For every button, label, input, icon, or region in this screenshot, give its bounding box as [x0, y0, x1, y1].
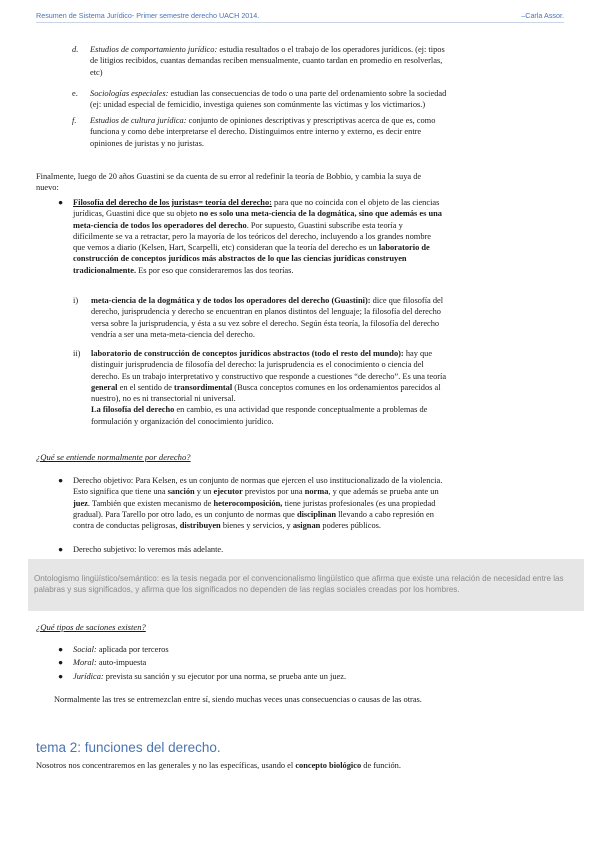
paragraph-finalmente: Finalmente, luego de 20 años Guastini se da cuenta de su error al redefinir la teoría de Bobbio, y cambia la suya de nuevo:	[36, 172, 422, 193]
paragraph-nosotros: Nosotros nos concentraremos en las generales y no las específicas, usando el concepto biológico de función.	[36, 761, 401, 770]
item-e: Sociologías especiales: estudian las consecuencias de todo o una parte del ordenamiento sobre la sociedad (ej: unidad especial de femicidio, investiga quienes son comúnmente las víctimas y los victimarios.)	[90, 89, 447, 110]
bullet-icon: ●	[58, 476, 64, 485]
bullet-icon: ●	[58, 545, 64, 554]
bullet-derecho-subjetivo: Derecho subjetivo: lo veremos más adelante.	[73, 545, 224, 554]
section-heading-tema-2: tema 2: funciones del derecho.	[36, 740, 221, 755]
item-d: Estudios de comportamiento jurídico: estudia resultados o el trabajo de los operadores jurídicos. (ej: tipos de litigios recibidos, cuantas demandas reciben mensualmente, cuanto tardan en promedio en resolverlas, etc)	[90, 45, 445, 77]
bullet-icon: ●	[58, 658, 64, 667]
item-d-title: Estudios de comportamiento jurídico:	[90, 45, 218, 54]
header-divider	[36, 22, 564, 23]
sub-item-ii: laboratorio de construcción de conceptos jurídicos abstractos (todo el resto del mundo): hay que distinguir jurisprudencia de filosofía del derecho: la jurisprudencia es el conocimiento o ciencia del derecho. Es un trabajo interpretativo y constructivo que responde a cuestiones “de derecho”. Es una teoría general en el sentido de transordimental (Busca conceptos comunes en los ordenamientos parecidos al nuestro), no es ni transectorial ni universal. La filosofía del derecho en cambio, es una actividad que responde conceptualmente a problemas de formulación y organización del conocimiento jurídico.	[91, 349, 447, 426]
definition-callout	[28, 559, 584, 611]
list-marker-e: e.	[72, 89, 78, 98]
sancion-juridica: Jurídica: prevista su sanción y su ejecutor por una norma, se prueba ante un juez.	[73, 672, 347, 681]
sancion-social: Social: aplicada por terceros	[73, 645, 169, 654]
item-f-title: Estudios de cultura jurídica:	[90, 116, 187, 125]
sancion-moral: Moral: auto-impuesta	[73, 658, 147, 667]
page-header	[36, 11, 564, 20]
question-heading-1: ¿Qué se entiende normalmente por derecho?	[36, 452, 191, 462]
bullet-icon: ●	[58, 198, 64, 207]
list-marker-f: f.	[72, 116, 77, 125]
callout-text: Ontologismo lingüístico/semántico: es la tesis negada por el convencionalismo lingüístico que afirma que existe una relación de necesidad entre las palabras y sus significados, y afirma que los significados no dependen de las reglas sociales creadas por los hombres.	[34, 574, 564, 594]
list-marker-d: d.	[72, 45, 79, 54]
question-heading-2: ¿Qué tipos de saciones existen?	[36, 622, 146, 632]
header-author: –Carla Assor.	[521, 11, 564, 20]
sub-i-title: meta-ciencia de la dogmática y de todos los operadores del derecho (Guastini):	[91, 296, 371, 305]
sub-ii-title: laboratorio de construcción de conceptos jurídicos abstractos (todo el resto del mundo):	[91, 349, 404, 358]
item-f: Estudios de cultura jurídica: conjunto de opiniones descriptivas y prescriptivas acerca de que es, como funciona y como debe interpretarse el derecho. Distinguimos entre interno y externo, es decir entre opiniones de juristas y no juristas.	[90, 116, 436, 148]
sub-item-i: meta-ciencia de la dogmática y de todos los operadores del derecho (Guastini): dice que filosofía del derecho, jurisprudencia y derecho se encuentran en planos distintos del lenguaje; la filosofía del derecho versa sobre la jurisprudencia, y ésta a su vez sobre el derecho. Según ésta teoría, la filosofía del derecho vendría a ser una meta-meta-ciencia del derecho.	[91, 296, 444, 339]
bullet-filosofia: Filosofía del derecho de los juristas= teoría del derecho: para que no coincida con el objeto de las ciencias jurídicas, Guastini dice que su objeto no es solo una meta-ciencia de la dogmática, sino que además es una meta-ciencia de todos los operadores del derecho. Por supuesto, Guastini subscribe esta teoría y difícilmente se va a retractar, pero la mayoría de los teóricos del derecho, incluyendo a los grandes nombre que vemos a diario (Kelsen, Hart, Scarpelli, etc) consideran que la teoría del derecho es un laboratorio de construcción de conceptos jurídicos más abstractos de lo que las ciencias jurídicas construyen tradicionalmente. Es por eso que consideraremos las dos teorías.	[73, 198, 442, 275]
sub-marker-i: i)	[73, 296, 79, 305]
paragraph-normalmente: Normalmente las tres se entremezclan entre sí, siendo muchas veces unas consecuencias o causas de las otras.	[54, 695, 422, 704]
bullet-icon: ●	[58, 672, 64, 681]
bullet-derecho-objetivo: Derecho objetivo: Para Kelsen, es un conjunto de normas que ejercen el uso institucionalizado de la violencia. Esto significa que tiene una sanción y un ejecutor previstos por una norma, y que además se prueba ante un juez. También que existen mecanismo de heterocomposición, tiene juristas profesionales (es una propiedad gradual). Para Tarello por otro lado, es un conjunto de normas que disciplinan llevando a cabo represión en contra de conductas peligrosas, distribuyen bienes y servicios, y asignan poderes públicos.	[73, 476, 443, 531]
sub-marker-ii: ii)	[73, 349, 81, 358]
filosofia-title: Filosofía del derecho de los juristas= teoría del derecho:	[73, 198, 272, 207]
header-title: Resumen de Sistema Jurídico- Primer semestre derecho UACH 2014.	[36, 11, 260, 20]
item-e-title: Sociologías especiales:	[90, 89, 169, 98]
bullet-icon: ●	[58, 645, 64, 654]
